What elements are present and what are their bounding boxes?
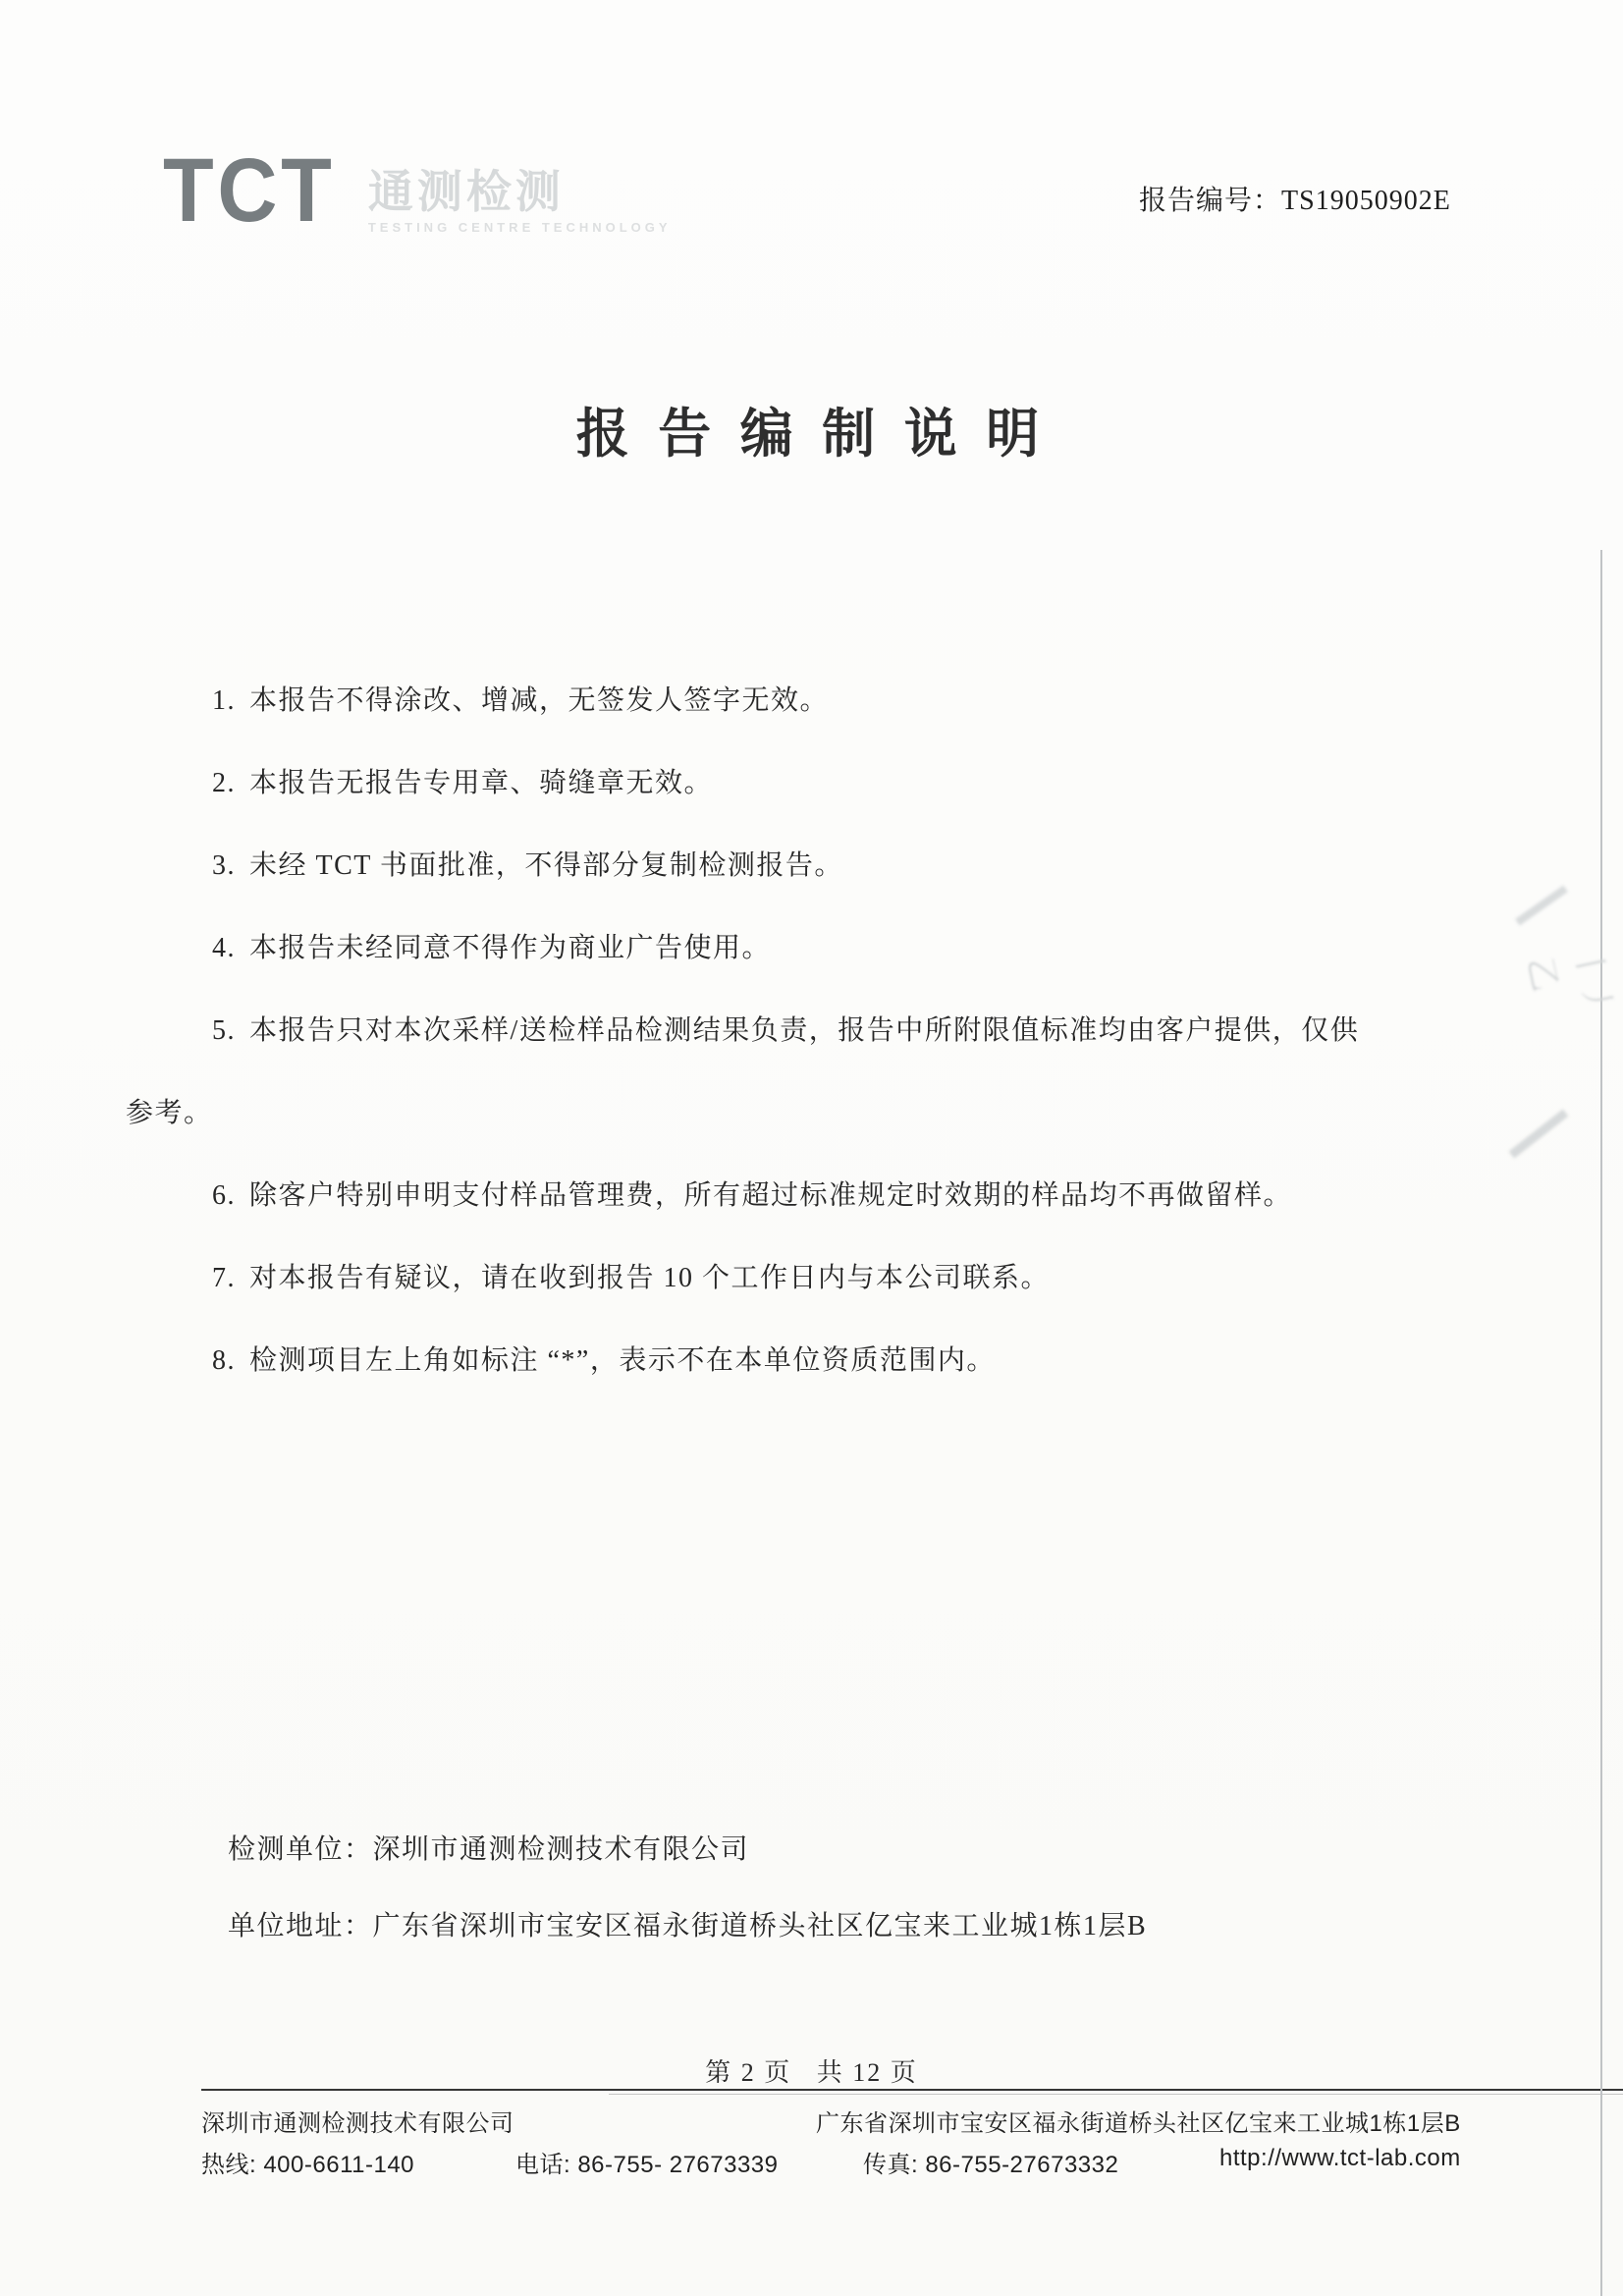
- note-item-7: [126, 1237, 1559, 1320]
- report-number-value: TS19050902E: [1281, 186, 1451, 216]
- footer-fax: 传真: 86-755-27673332: [863, 2152, 1119, 2178]
- tct-logo-acronym: TCT: [163, 140, 336, 241]
- note-number: 3.: [212, 850, 236, 881]
- footer-website: http://www.tct-lab.com: [1219, 2145, 1461, 2171]
- note-text-continuation: 参考。: [126, 1098, 213, 1128]
- report-number-line: [1139, 179, 1451, 218]
- note-text: 本报告未经同意不得作为商业广告使用。: [249, 933, 772, 963]
- note-number: 6.: [212, 1180, 236, 1211]
- note-item-1: [126, 660, 1559, 742]
- issuer-address-label: 单位地址：: [228, 1911, 373, 1941]
- note-item-3: [126, 825, 1559, 907]
- note-item-4: [126, 907, 1559, 990]
- note-item-5: [126, 990, 1559, 1155]
- footer-address: 广东省深圳市宝安区福永街道桥头社区亿宝来工业城1栋1层B: [816, 2110, 1461, 2137]
- note-text: 除客户特别申明支付样品管理费，所有超过标准规定时效期的样品均不再做留样。: [249, 1180, 1293, 1211]
- issuer-address-value: 广东省深圳市宝安区福永街道桥头社区亿宝来工业城1栋1层B: [372, 1911, 1148, 1941]
- note-number: 2.: [212, 768, 236, 798]
- note-number: 5.: [212, 1015, 236, 1046]
- note-text: 对本报告有疑议，请在收到报告 10 个工作日内与本公司联系。: [249, 1263, 1051, 1293]
- page-title: 报 告 编 制 说 明: [575, 405, 1048, 464]
- note-text: 本报告只对本次采样/送检样品检测结果负责，报告中所附限值标准均由客户提供，仅供: [249, 1015, 1360, 1046]
- issuer-address-row: [228, 1888, 1147, 1965]
- tct-logo-tagline: TESTING CENTRE TECHNOLOGY: [367, 220, 672, 235]
- page-indicator: 第 2 页 共 12 页: [705, 2058, 918, 2087]
- scan-stamp-artifact: 丨丿乙: [1520, 944, 1618, 1021]
- tct-logo: [163, 140, 672, 241]
- footer-phone: 电话: 86-755- 27673339: [515, 2152, 779, 2178]
- note-text: 本报告不得涂改、增减，无签发人签字无效。: [249, 685, 830, 716]
- issuer-unit-label: 检测单位：: [228, 1834, 373, 1865]
- note-number: 4.: [212, 933, 236, 963]
- note-text: 未经 TCT 书面批准，不得部分复制检测报告。: [249, 850, 843, 881]
- notes-list: [126, 660, 1559, 1402]
- note-item-8: [126, 1320, 1559, 1402]
- issuer-block: [228, 1812, 1147, 1965]
- note-number: 8.: [212, 1345, 236, 1376]
- tct-logo-chinese: 通测检测: [367, 167, 565, 217]
- note-number: 7.: [212, 1263, 236, 1293]
- tct-logo-text-block: [368, 145, 672, 235]
- footer-hotline: 热线: 400-6611-140: [201, 2152, 415, 2178]
- footer-company: 深圳市通测检测技术有限公司: [201, 2110, 514, 2137]
- note-item-2: [126, 742, 1559, 825]
- report-number-label: 报告编号：: [1139, 186, 1282, 216]
- note-item-6: [126, 1155, 1559, 1237]
- note-text: 检测项目左上角如标注 “*”，表示不在本单位资质范围内。: [249, 1345, 996, 1376]
- note-text: 本报告无报告专用章、骑缝章无效。: [249, 768, 714, 798]
- footer-divider: [201, 2089, 1623, 2091]
- issuer-unit-row: [228, 1812, 1147, 1888]
- scan-page-edge: [1600, 550, 1602, 2296]
- footer-divider-shadow: [609, 2094, 1623, 2095]
- issuer-unit-value: 深圳市通测检测技术有限公司: [372, 1834, 750, 1865]
- note-number: 1.: [212, 685, 236, 716]
